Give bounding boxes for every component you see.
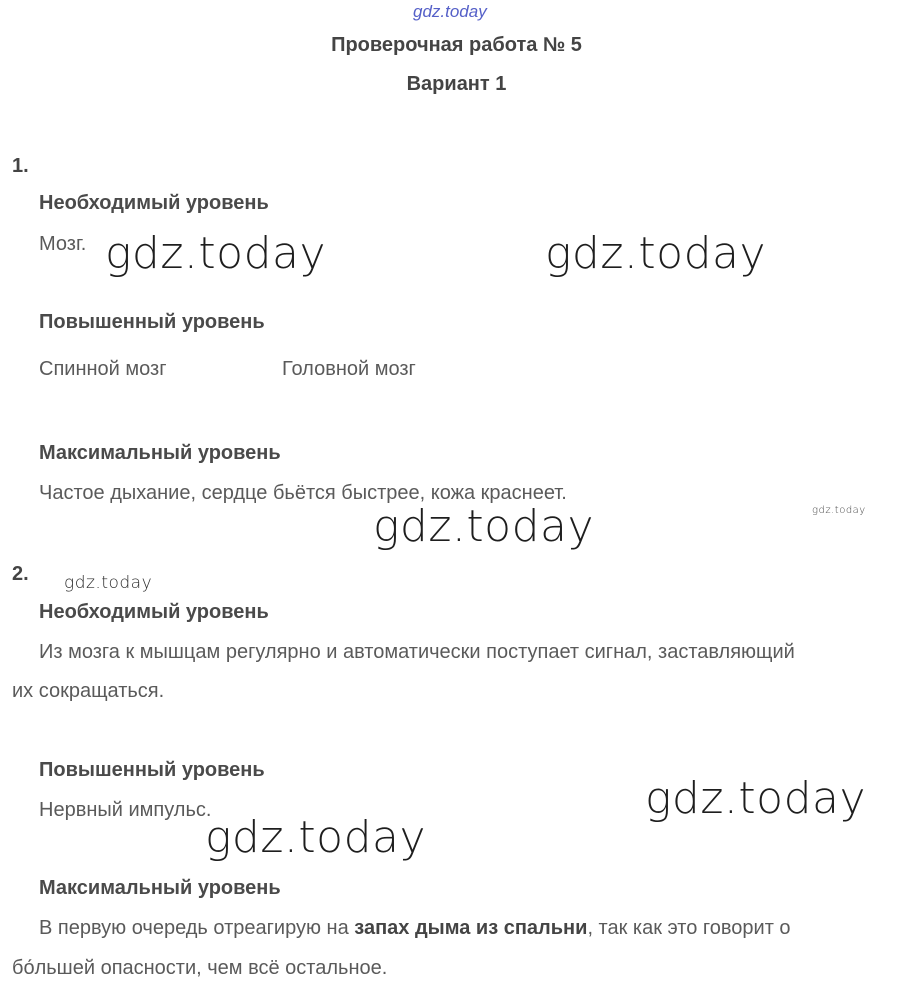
watermark: gdz.today [645,773,867,824]
answer-text: Из мозга к мышцам регулярно и автоматически поступает сигнал, заставляющий [39,641,795,663]
answer-text: их сокращаться. [12,680,165,702]
task-number: 2. [12,563,29,585]
watermark: gdz.today [105,228,327,279]
site-watermark-top: gdz.today [413,2,487,21]
task-number: 1. [12,155,29,177]
watermark: gdz.today [205,812,427,863]
watermark: gdz.today [373,501,595,552]
level-heading: Максимальный уровень [39,877,281,899]
answer-text: Нервный импульс. [39,799,212,821]
watermark: gdz.today [812,505,866,516]
level-heading: Повышенный уровень [39,759,265,781]
answer-text: Мозг. [39,233,87,255]
answer-text: бо́льшей опасности, чем всё остальное. [12,957,388,979]
answer-text-part: , так как это говорит о [587,917,791,939]
watermark: gdz.today [64,573,153,593]
variant-title: Вариант 1 [406,73,507,95]
answer-text: Частое дыхание, сердце бьётся быстрее, кожа краснеет. [39,482,567,504]
level-heading: Необходимый уровень [39,192,269,214]
page-title: Проверочная работа № 5 [331,34,582,56]
answer-text [39,917,791,940]
answer-text: Спинной мозг [39,358,167,380]
level-heading: Максимальный уровень [39,442,281,464]
level-heading: Повышенный уровень [39,311,265,333]
level-heading: Необходимый уровень [39,601,269,623]
answer-highlight: запах дыма из спальни [354,917,588,939]
answer-text: Головной мозг [282,358,416,380]
answer-text-part: В первую очередь отреагирую на [39,917,355,939]
watermark: gdz.today [545,228,767,279]
